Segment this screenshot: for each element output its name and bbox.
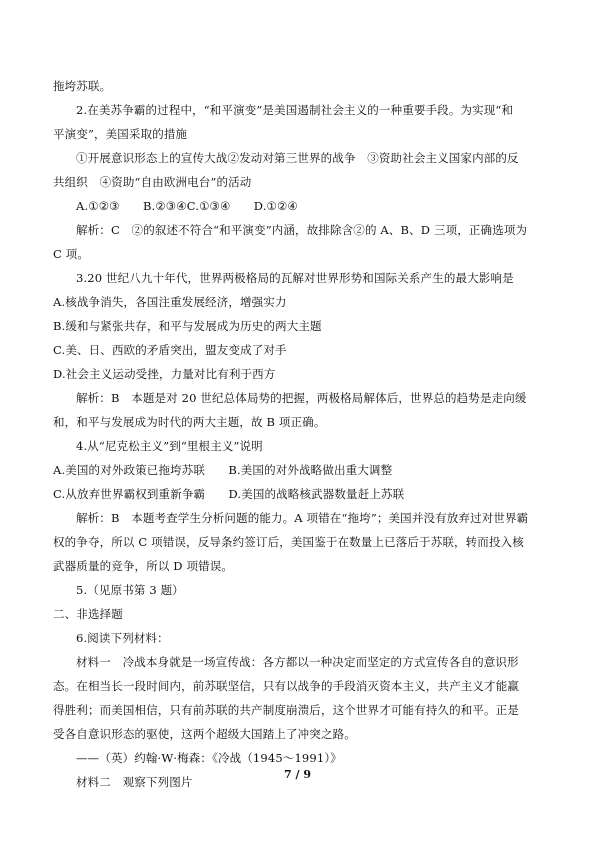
page-content	[53, 74, 548, 794]
text-line: 5.（见原书第 3 题）	[76, 583, 184, 597]
text-line: 武器质量的竞争，所以 D 项错误。	[53, 559, 234, 573]
text-line: 解析：B 本题是对 20 世纪总体局势的把握，两极格局解体后，世界总的趋势是走向缓	[76, 391, 527, 405]
text-line: ——（英）约翰·W·梅森：《冷战（1945～1991）》	[76, 751, 342, 765]
text-line: 解析：C ②的叙述不符合“和平演变”内涵，故排除含②的 A、B、D 三项，正确选项为	[76, 223, 528, 237]
text-line: C.从放弃世界霸权到重新争霸 D.美国的战略核武器数量赶上苏联	[53, 487, 405, 501]
text-line: ①开展意识形态上的宣传大战②发动对第三世界的战争 ③资助社会主义国家内部的反	[76, 151, 519, 165]
text-line: 材料二 观察下列图片	[76, 775, 193, 789]
text-line: 受各自意识形态的驱使，这两个超级大国踏上了冲突之路。	[53, 727, 356, 741]
text-line: 二、非选择题	[53, 607, 123, 621]
text-line: A.①②③ B.②③④C.①③④ D.①②④	[76, 199, 298, 213]
text-line: 4.从“尼克松主义”到“里根主义”说明	[76, 439, 263, 453]
text-line: 解析：B 本题考查学生分析问题的能力。A 项错在“拖垮”；美国并没有放弃过对世界霸	[76, 511, 529, 525]
text-line: 共组织 ④资助“自由欧洲电台”的活动	[53, 175, 252, 189]
text-line: C 项。	[53, 247, 90, 261]
text-line: 2.在美苏争霸的过程中，“和平演变”是美国遏制社会主义的一种重要手段。为实现“和	[76, 103, 514, 117]
text-line: C.美、日、西欧的矛盾突出，盟友变成了对手	[53, 343, 287, 357]
text-line: 拖垮苏联。	[53, 79, 112, 93]
text-line: A.美国的对外政策已拖垮苏联 B.美国的对外战略做出重大调整	[53, 463, 393, 477]
text-line: 3.20 世纪八九十年代，世界两极格局的瓦解对世界形势和国际关系产生的最大影响是	[76, 271, 514, 285]
text-line: A.核战争消失，各国注重发展经济，增强实力	[53, 295, 287, 309]
text-line: D.社会主义运动受挫，力量对比有利于西方	[53, 367, 276, 381]
text-line: 和，和平与发展成为时代的两大主题，故 B 项正确。	[53, 415, 326, 429]
text-line: 6.阅读下列材料：	[76, 631, 169, 645]
text-line: 得胜利；而美国相信，只有前苏联的共产制度崩溃后，这个世界才可能有持久的和平。正是	[53, 703, 519, 717]
text-line: 材料一 冷战本身就是一场宣传战：各方都以一种决定而坚定的方式宣传各自的意识形	[76, 655, 519, 669]
text-line: 态。在相当长一段时间内，前苏联坚信，只有以战争的手段消灭资本主义，共产主义才能赢	[53, 679, 519, 693]
text-line: B.缓和与紧张共存，和平与发展成为历史的两大主题	[53, 319, 322, 333]
text-line: 权的争夺，所以 C 项错误，反导条约签订后，美国鉴于在数量上已落后于苏联，转而投入核	[53, 535, 524, 549]
text-line: 平演变”，美国采取的措施	[53, 127, 188, 141]
page-number: 7 / 9	[284, 768, 311, 781]
